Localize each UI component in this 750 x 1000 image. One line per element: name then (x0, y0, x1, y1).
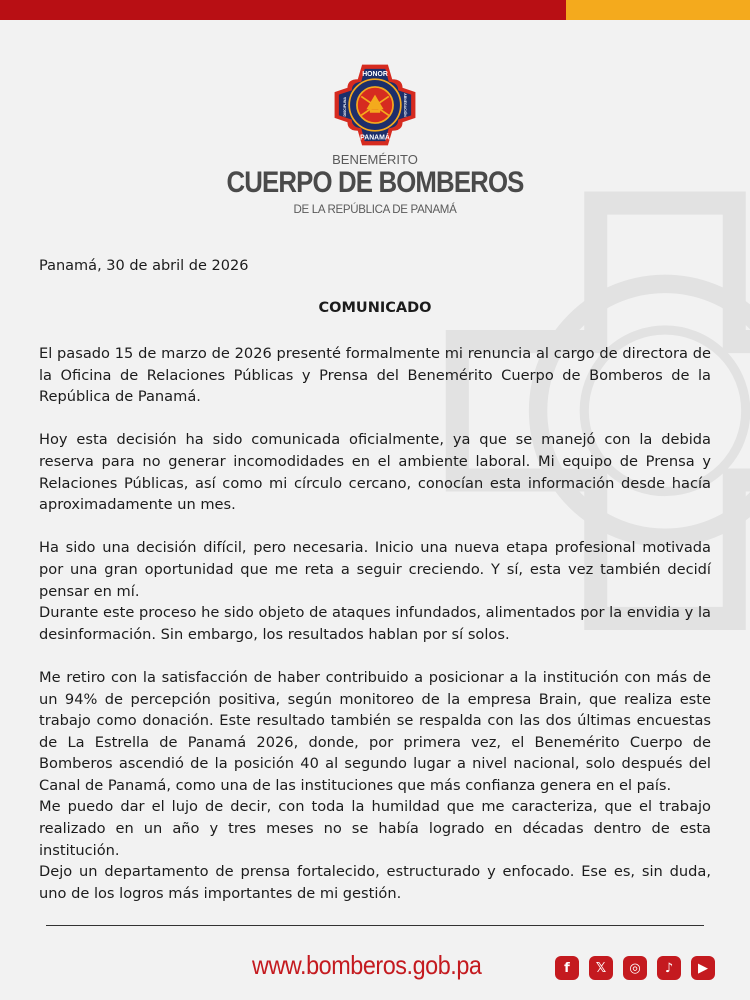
letter-paragraph: Ha sido una decisión difícil, pero necesaria. Inicio una nueva etapa profesional motivada por una gran oportunidad que me reta a seguir creciendo. Y sí, esta vez también decidí pensar en mí. (39, 539, 711, 600)
top-bar-yellow (566, 0, 750, 20)
letter-paragraph: Hoy esta decisión ha sido comunicada oficialmente, ya que se manejó con la debida reserva para no generar incomodidades en el ambiente laboral. Mi equipo de Prensa y Relaciones Públicas, así como mi círculo cercano, conocían esta información desde hacía aproximadamente un mes. (39, 431, 711, 514)
logo-left-text: DISCIPLINA (342, 96, 347, 117)
letter-date: Panamá, 30 de abril de 2026 (39, 258, 249, 274)
letter-paragraph: Me puedo dar el lujo de decir, con toda la humildad que me caracteriza, que el trabajo realizado en un año y tres meses no se había logrado en décadas dentro de esta institución. (39, 798, 711, 859)
logo-top-text: HONOR (362, 70, 388, 78)
social-links (555, 956, 715, 980)
logo-bottom-text: PANAMÁ (360, 134, 390, 142)
instagram-icon[interactable]: ◎ (623, 956, 647, 980)
letter-paragraph: Dejo un departamento de prensa fortalecido, estructurado y enfocado. Ese es, sin duda, uno de los logros más importantes de mi gestión. (39, 863, 711, 902)
x-icon[interactable]: 𝕏 (589, 956, 613, 980)
tiktok-icon[interactable]: ♪ (657, 956, 681, 980)
fire-department-logo (332, 62, 418, 148)
footer-divider (46, 925, 704, 926)
logo-right-text: ABNEGACIÓN (403, 93, 408, 117)
institution-pre-title: BENEMÉRITO (332, 152, 418, 167)
top-color-bar (0, 0, 750, 20)
letter-paragraph: Durante este proceso he sido objeto de ataques infundados, alimentados por la envidia y la desinformación. Sin embargo, los resultados hablan por sí solos. (39, 604, 711, 643)
youtube-icon[interactable]: ▶ (691, 956, 715, 980)
facebook-icon[interactable]: f (555, 956, 579, 980)
institution-subtitle: DE LA REPÚBLICA DE PANAMÁ (293, 204, 457, 216)
letter-heading: COMUNICADO (318, 300, 432, 316)
letter-body (39, 343, 711, 904)
letter-paragraph: El pasado 15 de marzo de 2026 presenté formalmente mi renuncia al cargo de directora de la Oficina de Relaciones Públicas y Prensa del Benemérito Cuerpo de Bomberos de la República de Panamá. (39, 345, 711, 406)
website-link[interactable]: www.bomberos.gob.pa (252, 950, 482, 980)
letter-paragraph: Me retiro con la satisfacción de haber contribuido a posicionar a la institución con más de un 94% de percepción positiva, según monitoreo de la empresa Brain, que realiza este trabajo como donación. Este resultado también se respalda con las dos últimas encuestas de La Estrella de Panamá 2026, donde, por primera vez, el Benemérito Cuerpo de Bomberos ascendió de la posición 40 al segundo lugar a nivel nacional, solo después del Canal de Panamá, como una de las instituciones que más confianza genera en el país. (39, 668, 711, 794)
institution-title: CUERPO DE BOMBEROS (226, 166, 524, 199)
top-bar-red (0, 0, 566, 20)
